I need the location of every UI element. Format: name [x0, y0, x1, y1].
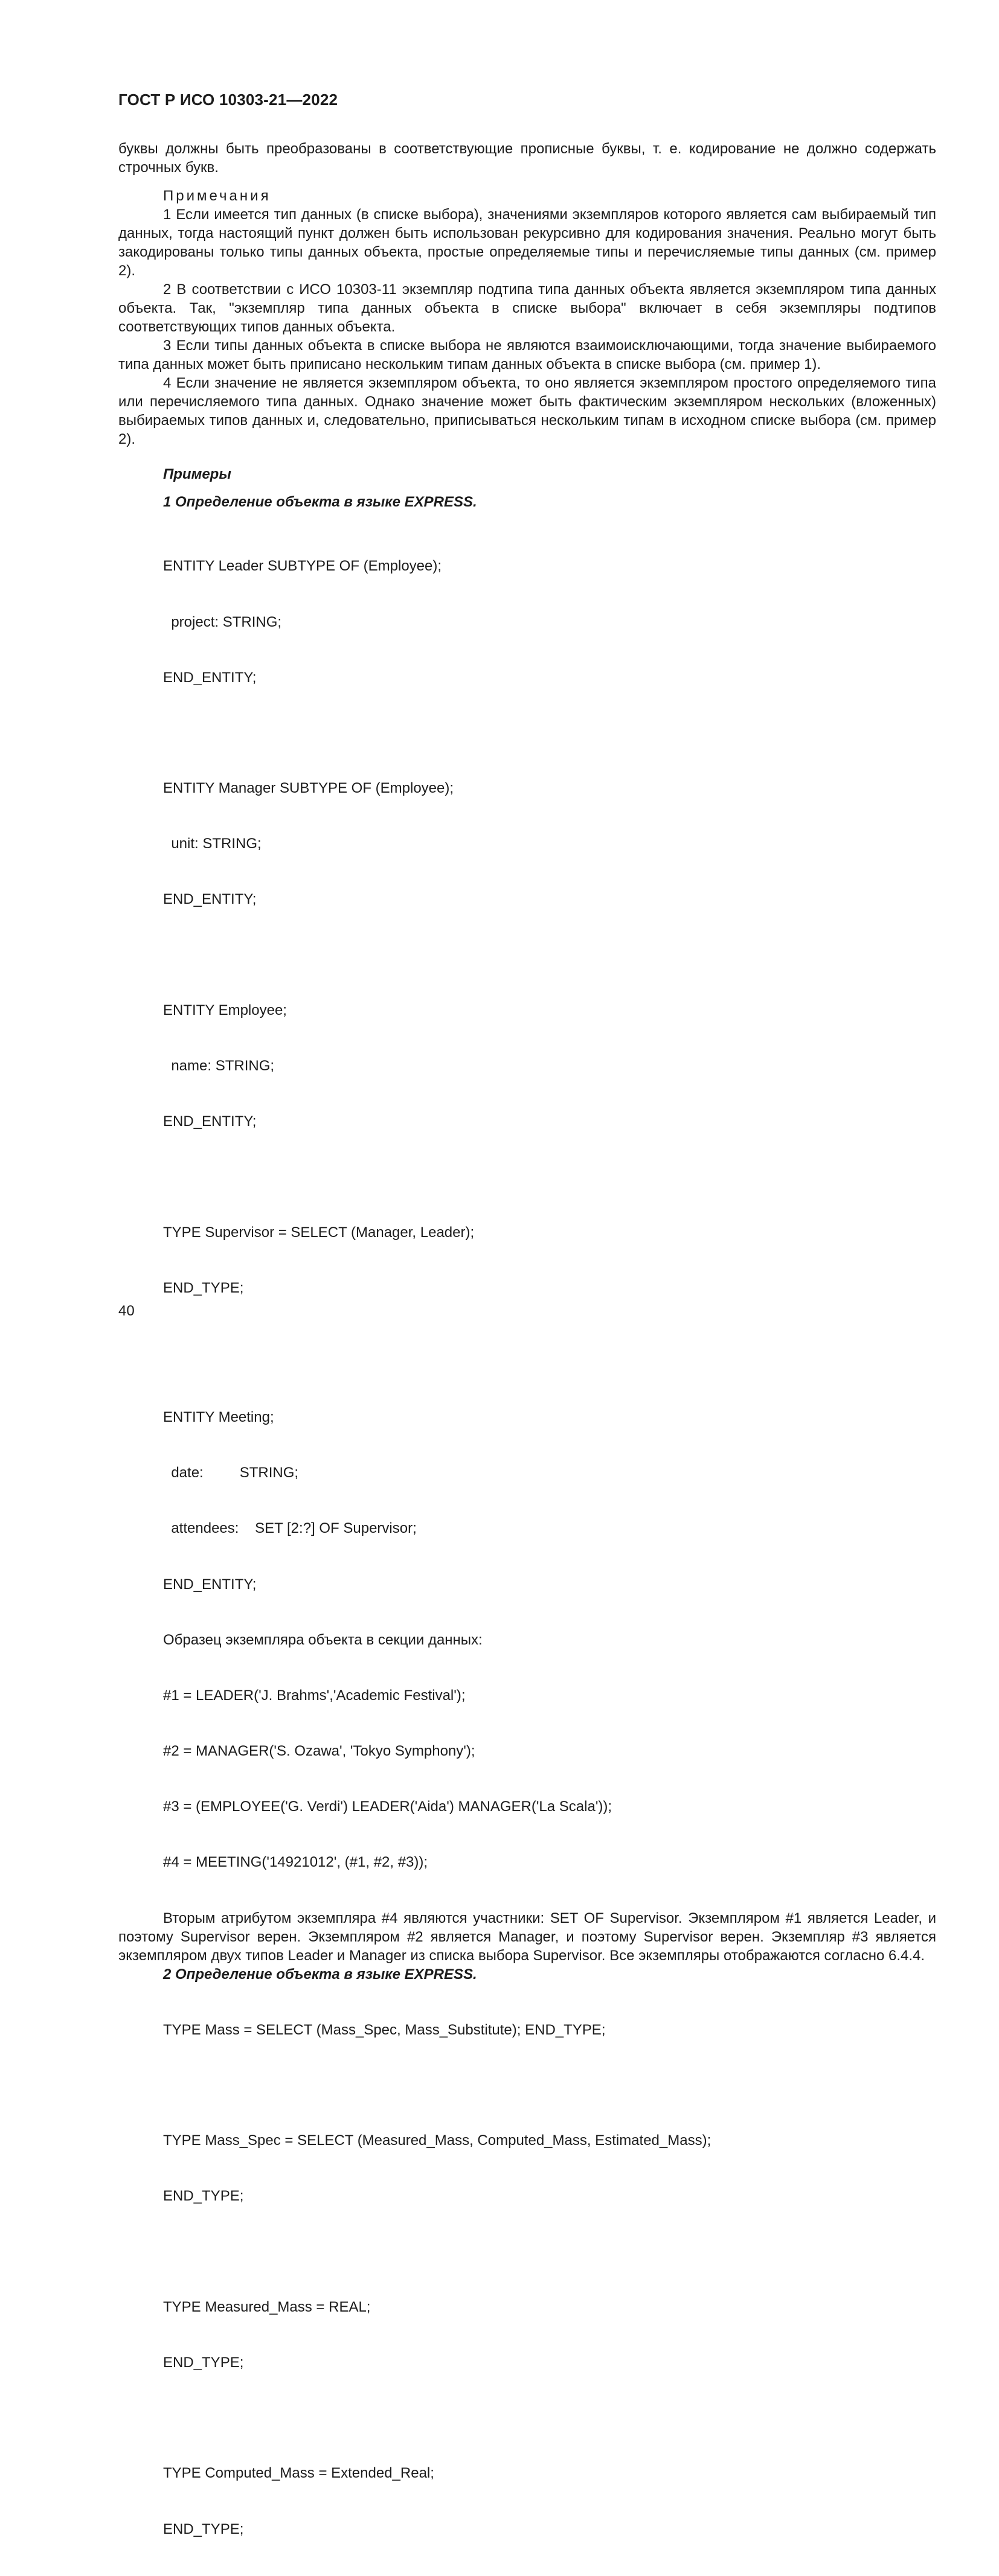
- code-line: END_ENTITY;: [163, 1113, 257, 1130]
- page-body: [118, 139, 936, 2576]
- code-line: END_ENTITY;: [163, 1576, 257, 1593]
- code-line: END_ENTITY;: [163, 669, 257, 686]
- code-line: END_TYPE;: [163, 2354, 244, 2371]
- example-1-title: 1 Определение объекта в языке EXPRESS.: [163, 494, 477, 510]
- code-line: #2 = MANAGER('S. Ozawa', 'Tokyo Symphony');: [163, 1742, 475, 1759]
- code-line: #1 = LEADER('J. Brahms','Academic Festival');: [163, 1687, 466, 1704]
- code-line: ENTITY Manager SUBTYPE OF (Employee);: [163, 780, 454, 797]
- standard-header: ГОСТ Р ИСО 10303-21—2022: [118, 91, 338, 109]
- code-line: END_TYPE;: [163, 2520, 244, 2537]
- code-line: END_TYPE;: [163, 2188, 244, 2205]
- code-line: END_TYPE;: [163, 1279, 244, 1296]
- notes-heading: Примечания: [163, 188, 271, 204]
- code-line: TYPE Mass = SELECT (Mass_Spec, Mass_Substitute); END_TYPE;: [163, 2021, 606, 2038]
- example-1-explanation: Вторым атрибутом экземпляра #4 являются участники: SET OF Supervisor. Экземпляром #1 является Leader, и поэтому Supervisor верен. Экземпляром #2 является Manager, и поэтому Supervisor верен. Экземпляр #3 является экземпляром двух типов Leader и Manager из списка выбора Supervisor. Все экземпляры отображаются согласно 6.4.4.: [118, 1910, 936, 1964]
- code-block: [118, 2427, 936, 2576]
- code-block: [118, 2095, 936, 2243]
- code-line: #4 = MEETING('14921012', (#1, #2, #3));: [163, 1854, 428, 1871]
- code-line: unit: STRING;: [163, 836, 262, 852]
- code-line: TYPE Measured_Mass = REAL;: [163, 2298, 371, 2315]
- example-2-title: 2 Определение объекта в языке EXPRESS.: [163, 1966, 477, 1983]
- code-block: [118, 1984, 936, 2077]
- code-line: date: STRING;: [163, 1465, 299, 1481]
- code-block: [118, 1186, 936, 1335]
- code-line: TYPE Mass_Spec = SELECT (Measured_Mass, Computed_Mass, Estimated_Mass);: [163, 2132, 712, 2149]
- continuation-paragraph: буквы должны быть преобразованы в соответствующие прописные буквы, т. е. кодирование не должно содержать строчных букв.: [118, 141, 936, 176]
- note-item: 3 Если типы данных объекта в списке выбора не являются взаимоисключающими, тогда значение выбираемого типа данных может быть приписано нескольким типам данных объекта в списке выбора (см. пример 1).: [118, 337, 936, 372]
- note-item: 4 Если значение не является экземпляром объекта, то оно является экземпляром простого определяемого типа или перечисляемого типа данных. Однако значение может быть фактическим экземпляром нескольких (вложенных) выбираемых типов данных и, следовательно, приписываться нескольким типам в исходном списке выбора (см. пример 2).: [118, 375, 936, 447]
- code-line: ENTITY Employee;: [163, 1002, 287, 1018]
- note-item: 2 В соответствии с ИСО 10303-11 экземпляр подтипа типа данных объекта является экземпляром типа данных объекта. Так, "экземпляр типа данных объекта в списке выбора" включает в себя экземпляры подтипов соответствующих типов данных объекта.: [118, 281, 936, 335]
- code-block: [118, 743, 936, 947]
- code-line: name: STRING;: [163, 1057, 275, 1074]
- code-line: #3 = (EMPLOYEE('G. Verdi') LEADER('Aida') MANAGER('La Scala'));: [163, 1798, 612, 1815]
- examples-heading: Примеры: [163, 466, 231, 482]
- code-line: ENTITY Meeting;: [163, 1409, 274, 1426]
- code-block: [118, 964, 936, 1168]
- note-item: 1 Если имеется тип данных (в списке выбора), значениями экземпляров которого является сам выбираемый тип данных, тогда настоящий пункт должен быть использован рекурсивно для кодирования значения. Реально могут быть закодированы только типы данных объекта, простые определяемые типы и перечисляемые типы данных (см. пример 2).: [118, 206, 936, 279]
- page-number: 40: [118, 1303, 135, 1319]
- code-line: ENTITY Leader SUBTYPE OF (Employee);: [163, 558, 442, 575]
- code-line: Образец экземпляра объекта в секции данных:: [163, 1631, 483, 1648]
- code-line: TYPE Computed_Mass = Extended_Real;: [163, 2465, 434, 2482]
- code-line: project: STRING;: [163, 613, 282, 630]
- code-line: END_ENTITY;: [163, 891, 257, 908]
- code-block: [118, 520, 936, 724]
- code-block: [118, 2261, 936, 2409]
- code-line: attendees: SET [2:?] OF Supervisor;: [163, 1520, 417, 1537]
- code-block: [118, 1372, 936, 1909]
- code-line: TYPE Supervisor = SELECT (Manager, Leader);: [163, 1224, 475, 1241]
